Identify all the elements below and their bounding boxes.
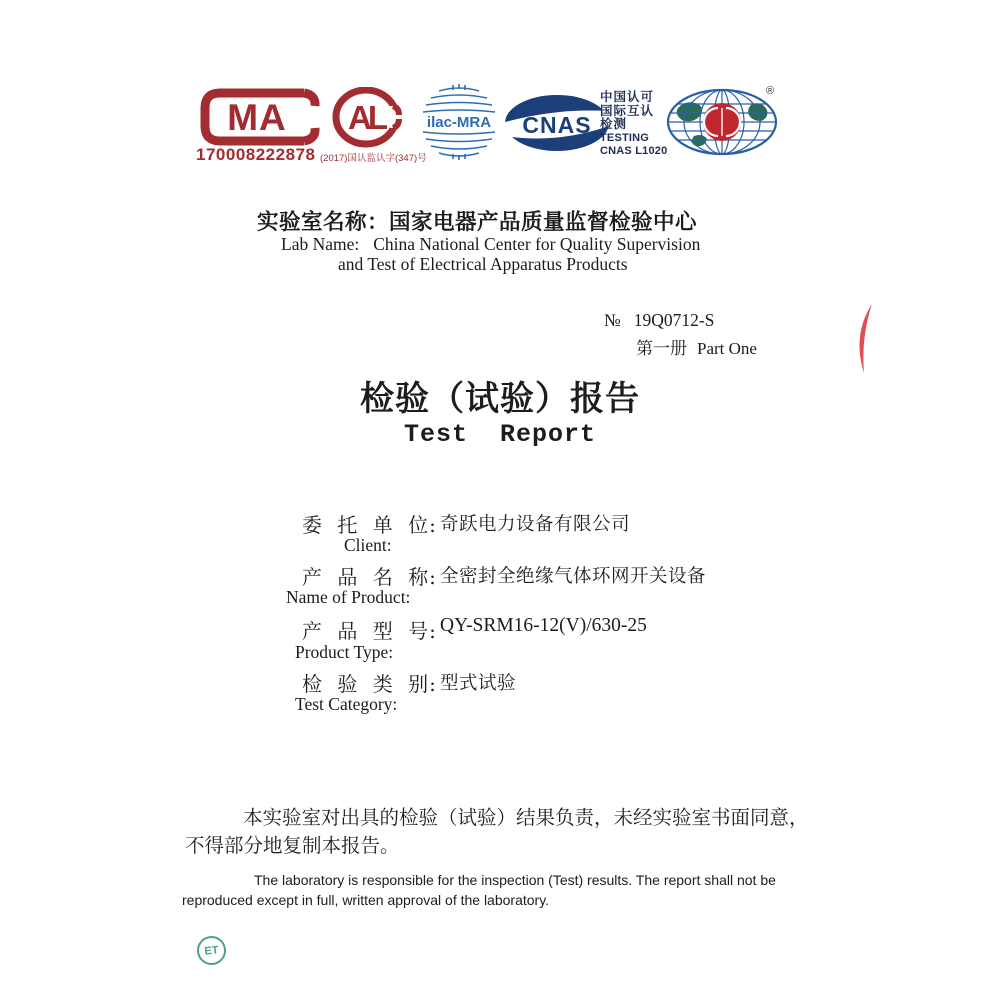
disclaimer-zh: 本实验室对出具的检验（试验）结果负责，未经实验室书面同意，不得部分地复制本报告。 — [185, 806, 809, 857]
accreditation-text — [600, 91, 667, 159]
report-title-en: Test Report — [403, 420, 597, 449]
field-value: QY-SRM16-12(V)/630-25 — [440, 615, 647, 636]
ilac-mra-logo — [419, 83, 499, 161]
field-value: 型式试验 — [440, 673, 517, 694]
disclaimer-en: The laboratory is responsible for the inspection (Test) results. The report shall not be reproduced except in full, written approval of the laboratory. — [182, 872, 776, 908]
cma-certificate-number: 170008222878 — [196, 145, 316, 164]
field-label-en: Client: — [344, 535, 392, 555]
report-number-value: 19Q0712-S — [633, 310, 715, 330]
report-number — [604, 310, 714, 331]
et-stamp-text: ET — [203, 943, 220, 958]
lab-name-en-line2: and Test of Electrical Apparatus Products — [338, 254, 628, 274]
report-number-symbol: № — [604, 310, 621, 330]
field-label-en: Test Category: — [295, 694, 398, 714]
field-value: 奇跃电力设备有限公司 — [440, 514, 631, 535]
field-label-en: Name of Product: — [286, 587, 411, 607]
cqc-globe-logo — [666, 88, 778, 156]
registered-trademark-mark: ® — [766, 85, 775, 97]
accreditation-line: 国际互认 — [600, 103, 655, 118]
accreditation-line: CNAS L1020 — [600, 145, 668, 157]
field-label-zh: 委 托 单 位: — [302, 513, 437, 537]
al-letters: AL — [348, 99, 384, 136]
field-label-en: Product Type: — [295, 642, 394, 662]
report-part-zh: 第一册 — [636, 339, 687, 358]
et-stamp — [196, 935, 228, 967]
cma-logo — [198, 88, 324, 146]
report-part-en: Part One — [697, 339, 757, 358]
cnas-logo — [504, 94, 610, 152]
accreditation-line: TESTING — [600, 131, 650, 144]
field-label-zh: 检 验 类 别: — [302, 672, 437, 696]
field-value: 全密封全绝缘气体环网开关设备 — [440, 566, 707, 587]
report-part — [636, 334, 757, 359]
cnas-letters: CNAS — [522, 112, 592, 138]
lab-name-en — [281, 234, 700, 255]
lab-name-zh: 实验室名称：国家电器产品质量监督检验中心 — [257, 210, 698, 235]
field-label-zh: 产 品 型 号: — [302, 619, 437, 643]
ilac-mra-letters: ilac-MRA — [426, 114, 492, 131]
cma-letters: MA — [227, 97, 287, 138]
report-title-zh: 检验（试验）报告 — [360, 379, 640, 419]
accreditation-line: 中国认可 — [600, 90, 655, 104]
al-caption: (2017)国认监认字(347)号 — [320, 153, 427, 164]
al-logo — [331, 87, 403, 149]
red-crescent-stamp-edge — [852, 303, 876, 375]
accreditation-line: 检测 — [600, 117, 628, 131]
lab-name-en-line1: China National Center for Quality Supervision — [373, 234, 701, 254]
lab-name-en-label: Lab Name: — [281, 234, 360, 254]
field-label-zh: 产 品 名 称: — [302, 565, 437, 589]
